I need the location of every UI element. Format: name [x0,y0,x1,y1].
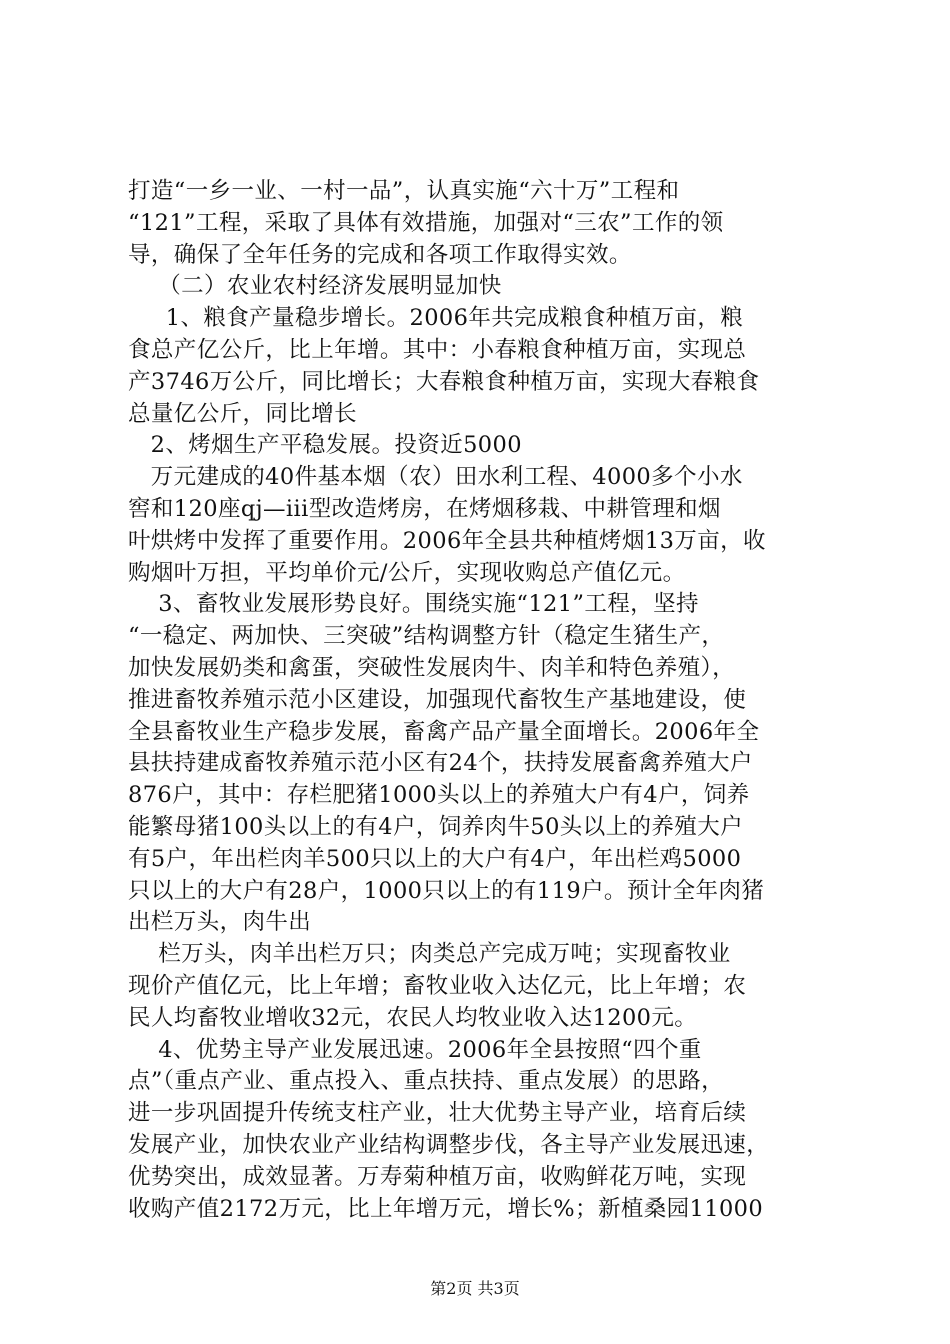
text-line: 窖和120座qj—iii型改造烤房，在烤烟移栽、中耕管理和烟 [128,495,721,522]
text-line: 县扶持建成畜牧养殖示范小区有24个，扶持发展畜禽养殖大户 [128,750,753,777]
text-line: 万元建成的40件基本烟（农）田水利工程、4000多个小水 [128,464,743,491]
document-body [128,176,828,1225]
text-line: 进一步巩固提升传统支柱产业，壮大优势主导产业，培育后续 [128,1100,747,1127]
text-line: 加快发展奶类和禽蛋，突破性发展肉牛、肉羊和特色养殖）， [128,654,736,681]
text-line: 总量亿公斤，同比增长 [128,400,358,427]
text-line: 购烟叶万担，平均单价元/公斤，实现收购总产值亿元。 [128,559,686,586]
text-line: 栏万头，肉羊出栏万只；肉类总产完成万吨；实现畜牧业 [128,941,731,968]
text-line: “121”工程，采取了具体有效措施，加强对“三农”工作的领 [128,209,724,236]
text-line: 打造“一乡一业、一村一品”，认真实施“六十万”工程和 [128,178,680,204]
text-line: 能繁母猪100头以上的有4户，饲养肉牛50头以上的养殖大户 [128,813,743,840]
text-line: 导，确保了全年任务的完成和各项工作取得实效。 [128,241,632,268]
text-line: 4、优势主导产业发展迅速。2006年全县按照“四个重 [128,1036,702,1063]
text-line: 收购产值2172万元，比上年增万元，增长%；新植桑园11000 [128,1195,764,1222]
text-line: 2、烤烟生产平稳发展。投资近5000 [128,432,522,459]
text-line: 民人均畜牧业增收32元，农民人均牧业收入达1200元。 [128,1004,698,1031]
text-line: 食总产亿公斤，比上年增。其中：小春粮食种植万亩，实现总 [128,336,747,363]
text-line: 发展产业，加快农业产业结构调整步伐，各主导产业发展迅速， [128,1131,770,1158]
text-line: 1、粮食产量稳步增长。2006年共完成粮食种植万亩，粮 [128,305,744,332]
text-line: 推进畜牧养殖示范小区建设，加强现代畜牧生产基地建设，使 [128,686,747,713]
text-line: 有5户，年出栏肉羊500只以上的大户有4户，年出栏鸡5000 [128,845,742,872]
text-line: 产3746万公斤，同比增长；大春粮食种植万亩，实现大春粮食 [128,368,760,395]
section-heading: （二）农业农村经济发展明显加快 [128,273,502,300]
text-line: 优势突出，成效显著。万寿菊种植万亩，收购鲜花万吨，实现 [128,1163,747,1190]
text-line: 只以上的大户有28户，1000只以上的有119户。预计全年肉猪 [128,877,765,904]
text-line: 叶烘烤中发挥了重要作用。2006年全县共种植烤烟13万亩，收 [128,527,766,554]
text-line: 全县畜牧业生产稳步发展，畜禽产品产量全面增长。2006年全 [128,718,760,745]
page-number-label: 第2页 共3页 [430,1279,520,1298]
text-line: 现价产值亿元，比上年增；畜牧业收入达亿元，比上年增；农 [128,972,747,999]
text-line: 出栏万头，肉牛出 [128,909,312,936]
text-line: 876户，其中：存栏肥猪1000头以上的养殖大户有4户，饲养 [128,782,750,809]
text-line: 3、畜牧业发展形势良好。围绕实施“121”工程，坚持 [128,591,699,618]
text-line: 点”（重点产业、重点投入、重点扶持、重点发展）的思路， [128,1068,725,1095]
page-footer [0,1279,950,1299]
text-line: “一稳定、两加快、三突破”结构调整方针（稳定生猪生产， [128,623,725,650]
